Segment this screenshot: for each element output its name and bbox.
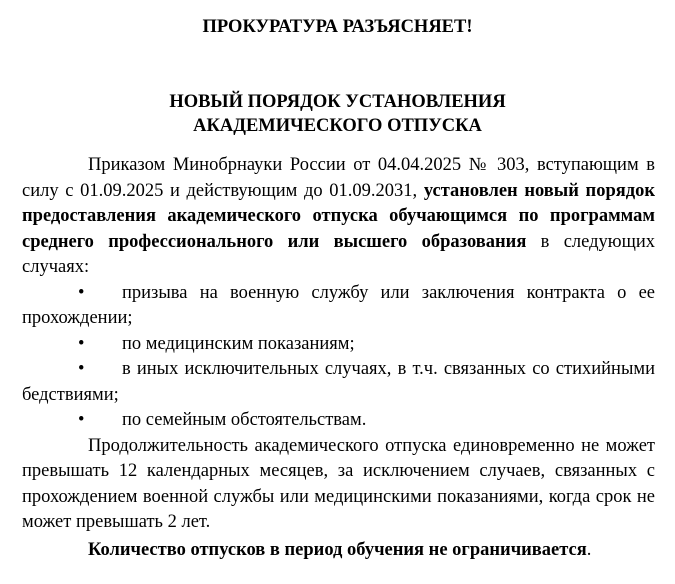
document-body: [22, 153, 655, 563]
intro-paragraph: [22, 153, 655, 281]
bullet-icon: •: [78, 333, 85, 354]
closing-bold-text: Количество отпусков в период обучения не ограничивается: [88, 539, 587, 560]
closing-tail: .: [586, 539, 592, 560]
list-item: [22, 281, 655, 332]
title-line-2: АКАДЕМИЧЕСКОГО ОТПУСКА: [193, 116, 482, 136]
notice-heading: ПРОКУРАТУРА РАЗЪЯСНЯЕТ!: [202, 17, 473, 37]
intro-text-part1: Приказом Минобрнауки России от 04.04.2025 № 303, вступающим в силу с 01.09.2025 и действующим до 01.09.2031,: [22, 155, 655, 201]
list-item-text: по медицинским показаниям;: [122, 333, 355, 354]
closing-paragraph: [22, 538, 655, 564]
duration-paragraph: Продолжительность академического отпуска единовременно не может превышать 12 календарных месяцев, за исключением случаев, связанных с прохождением военной службы или медицинскими показаниями, когда срок не может превышать 2 лет.: [22, 435, 655, 532]
list-item-text: по семейным обстоятельствам.: [122, 410, 367, 430]
bullet-icon: •: [78, 359, 85, 379]
bullet-icon: •: [78, 410, 85, 430]
list-item-text: призыва на военную службу или заключения контракта о ее прохождении;: [22, 282, 655, 328]
intro-text-part2: в следующих случаях:: [22, 231, 655, 277]
list-item-text: в иных исключительных случаях, в т.ч. связанных со стихийными бедствиями;: [22, 359, 655, 405]
list-item: [22, 332, 655, 358]
title-line-1: НОВЫЙ ПОРЯДОК УСТАНОВЛЕНИЯ: [169, 92, 506, 112]
list-item: [22, 357, 655, 408]
bullet-icon: •: [78, 282, 85, 303]
list-item: [22, 408, 655, 434]
intro-bold-text: установлен новый порядок предоставления академического отпуска обучающимся по программам среднего профессионального или высшего образования: [22, 180, 656, 252]
page-title: [0, 90, 675, 138]
